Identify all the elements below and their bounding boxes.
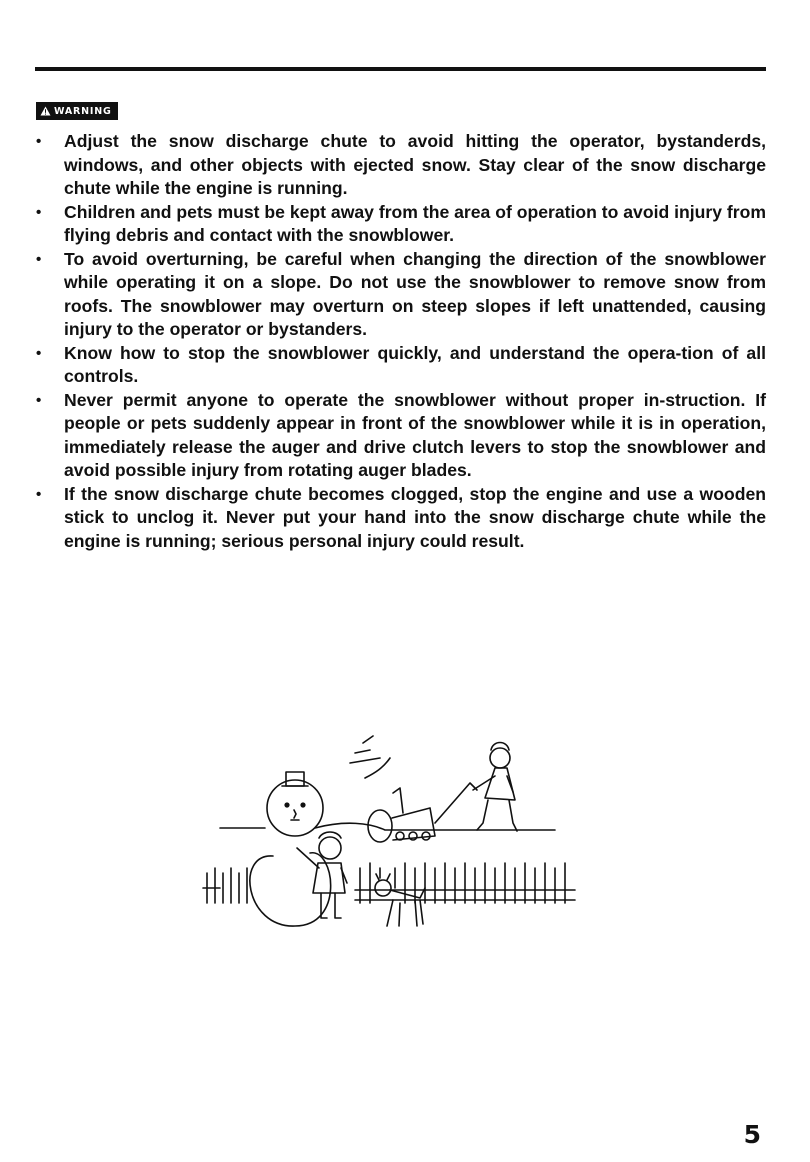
warning-item-children-pets xyxy=(34,201,766,248)
warning-label: WARNING xyxy=(54,105,112,117)
warning-badge xyxy=(36,102,118,120)
page-number: 5 xyxy=(743,1120,761,1149)
warning-text: Never permit anyone to operate the snowblower without proper in-struction. If people or pets suddenly appear in front of the snowblower while it is in operation, immediately release the auger and drive clutch levers to stop the snowblower and avoid possible injury from rotating auger blades. xyxy=(64,389,766,480)
bullet: • xyxy=(36,485,42,503)
snow-bank xyxy=(220,823,555,830)
operator-figure xyxy=(473,743,517,832)
bullet: • xyxy=(36,391,42,409)
warning-item-controls xyxy=(34,342,766,389)
warning-item-chute xyxy=(34,130,766,201)
ejected-snow xyxy=(350,736,390,778)
snowblower-safety-illustration xyxy=(195,728,585,938)
bullet: • xyxy=(36,250,42,268)
top-rule xyxy=(35,67,766,71)
bullet: • xyxy=(36,133,42,150)
warning-item-clogged-chute xyxy=(34,483,766,554)
child-figure xyxy=(297,832,347,918)
warning-text: Children and pets must be kept away from the area of operation to avoid injury from flying debris and contact with the snowblower. xyxy=(64,201,766,245)
warning-text: To avoid overturning, be careful when changing the direction of the snowblower while operating it on a slope. Do not use the snowblower to remove snow from roofs. The snowblower may overturn on steep slopes if left unattended, causing injury to the operator or bystanders. xyxy=(64,248,766,339)
bullet: • xyxy=(36,203,42,221)
warning-text: Know how to stop the snowblower quickly, and understand the opera-tion of all controls. xyxy=(64,342,766,386)
bullet: • xyxy=(36,344,42,362)
warning-text: If the snow discharge chute becomes clogged, stop the engine and use a wooden stick to unclog it. Never put your hand into the snow discharge chute while the engine is running; serious personal injury could result. xyxy=(64,483,766,551)
warning-triangle-icon xyxy=(40,106,51,116)
warning-item-overturning xyxy=(34,248,766,342)
snowblower-machine xyxy=(368,783,477,842)
warning-item-instruction xyxy=(34,389,766,483)
warning-text: Adjust the snow discharge chute to avoid hitting the operator, bystanderds, windows, and other objects with ejected snow. Stay clear of the snow discharge chute while the engine is running. xyxy=(64,131,766,198)
warning-list xyxy=(34,130,766,553)
